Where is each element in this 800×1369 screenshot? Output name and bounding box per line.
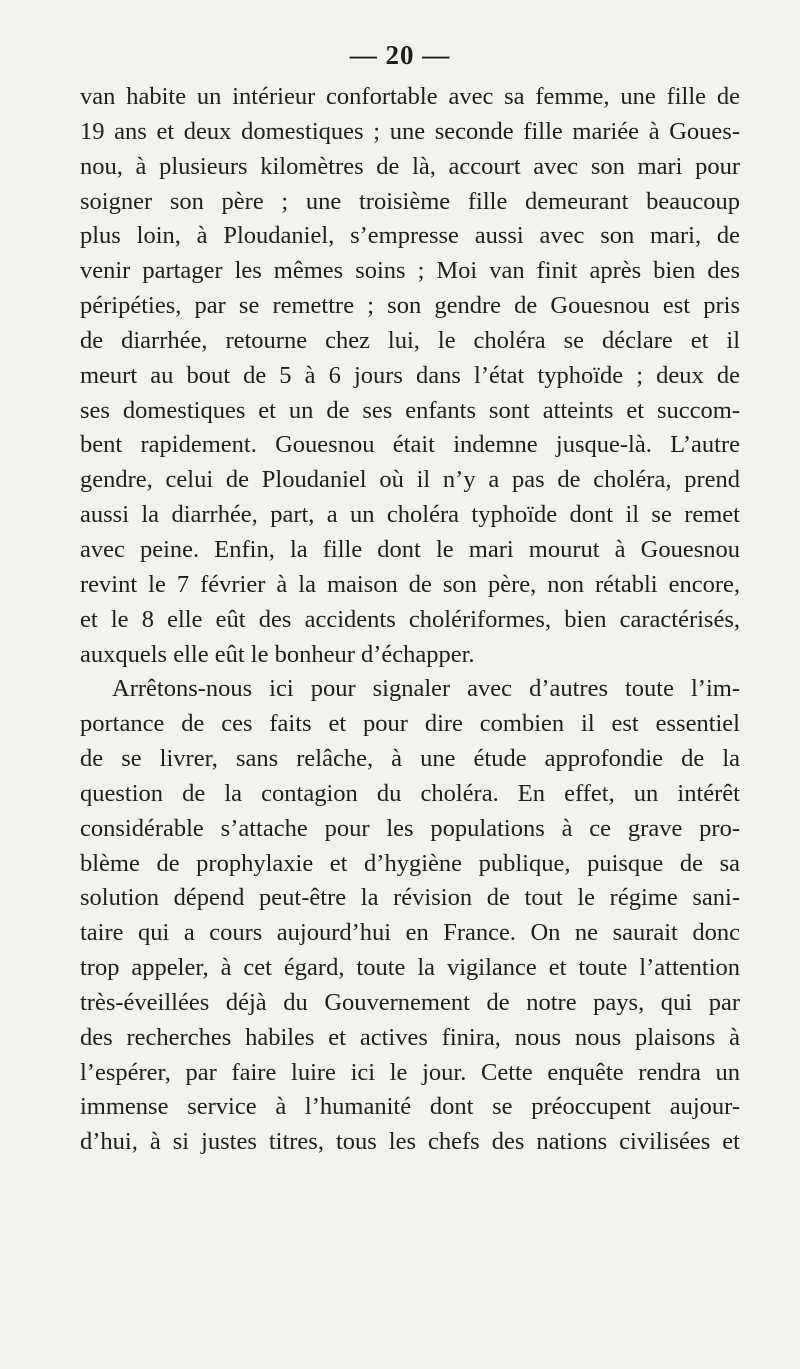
text-line: soigner son père ; une troisième fille demeurant beaucoup — [80, 187, 740, 215]
text-line: d’hui, à si justes titres, tous les chefs des nations civilisées et — [80, 1128, 740, 1156]
text-line: des recherches habiles et actives finira, nous nous plaisons à — [80, 1023, 740, 1051]
text-line: blème de prophylaxie et d’hygiène publique, puisque de sa — [80, 849, 740, 877]
text-line: van habite un intérieur confortable avec sa femme, une fille de — [80, 83, 740, 110]
body-text — [80, 80, 740, 1160]
text-line: de diarrhée, retourne chez lui, le choléra se déclare et il — [80, 326, 740, 354]
text-line: revint le 7 février à la maison de son père, non rétabli encore, — [80, 570, 740, 598]
paragraph-first-line: Arrêtons-nous ici pour signaler avec d’autres toute l’im- — [112, 675, 740, 703]
text-line: 19 ans et deux domestiques ; une seconde fille mariée à Goues- — [80, 117, 740, 145]
text-line: solution dépend peut-être la révision de tout le régime sani- — [80, 884, 740, 912]
text-line: trop appeler, à cet égard, toute la vigilance et toute l’attention — [80, 954, 740, 982]
text-line: immense service à l’humanité dont se préoccupent aujour- — [80, 1093, 740, 1121]
text-line: de se livrer, sans relâche, à une étude approfondie de la — [80, 745, 740, 773]
text-line: l’espérer, par faire luire ici le jour. Cette enquête rendra un — [80, 1058, 740, 1086]
text-line: taire qui a cours aujourd’hui en France. On ne saurait donc — [80, 919, 740, 947]
text-line: venir partager les mêmes soins ; Moi van finit après bien des — [80, 257, 740, 285]
text-line: question de la contagion du choléra. En effet, un intérêt — [80, 779, 740, 807]
text-line: ses domestiques et un de ses enfants sont atteints et succom- — [80, 396, 740, 424]
text-line: péripéties, par se remettre ; son gendre de Gouesnou est pris — [80, 292, 740, 320]
text-line: très-éveillées déjà du Gouvernement de notre pays, qui par — [80, 988, 740, 1016]
text-line: portance de ces faits et pour dire combien il est essentiel — [80, 710, 740, 738]
text-line: plus loin, à Ploudaniel, s’empresse aussi avec son mari, de — [80, 222, 740, 250]
paragraph-end-line: auxquels elle eût le bonheur d’échapper. — [80, 640, 475, 668]
text-line: et le 8 elle eût des accidents cholériformes, bien caractérisés, — [80, 605, 740, 633]
text-line: avec peine. Enfin, la fille dont le mari mourut à Gouesnou — [80, 535, 740, 563]
text-line: bent rapidement. Gouesnou était indemne jusque-là. L’autre — [80, 431, 740, 459]
text-line: gendre, celui de Ploudaniel où il n’y a pas de choléra, prend — [80, 466, 740, 494]
text-line: nou, à plusieurs kilomètres de là, accourt avec son mari pour — [80, 152, 740, 180]
page-number: — 20 — — [349, 40, 451, 70]
text-line: meurt au bout de 5 à 6 jours dans l’état typhoïde ; deux de — [80, 361, 740, 389]
text-line: considérable s’attache pour les populations à ce grave pro- — [80, 814, 740, 842]
text-line: aussi la diarrhée, part, a un choléra typhoïde dont il se remet — [80, 501, 740, 529]
